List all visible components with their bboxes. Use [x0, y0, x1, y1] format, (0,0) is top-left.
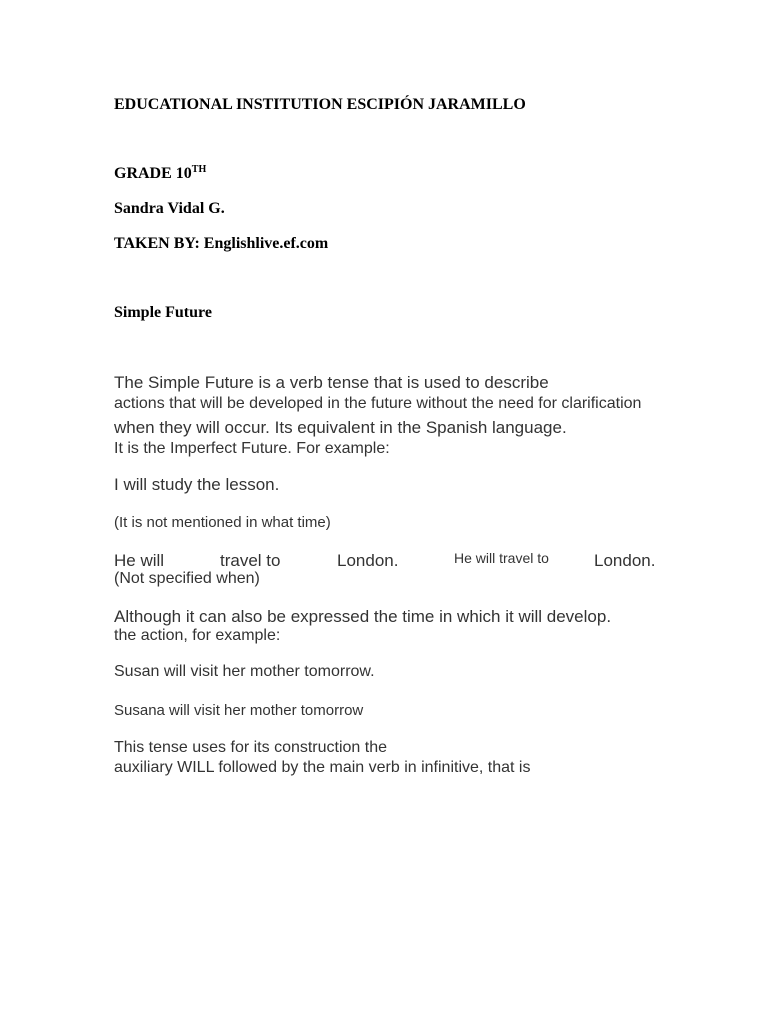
construction-line-1: This tense uses for its construction the	[114, 739, 388, 756]
intro-line-4: It is the Imperfect Future. For example:	[114, 440, 390, 457]
construction-line-2: auxiliary WILL followed by the main verb in infinitive, that is	[114, 759, 531, 776]
grade-line	[114, 166, 206, 182]
example-3-alt: Susana will visit her mother tomorrow	[114, 702, 364, 719]
example-2-small: He will travel to	[454, 550, 549, 566]
example-3: Susan will visit her mother tomorrow.	[114, 663, 375, 680]
intro-line-3: when they will occur. Its equivalent in the Spanish language.	[114, 418, 567, 437]
example-2-word-2: travel to	[220, 551, 281, 570]
example-2-word-1: He will	[114, 551, 165, 570]
source-line: TAKEN BY: Englishlive.ef.com	[114, 235, 329, 252]
time-line-2: the action, for example:	[114, 627, 281, 644]
intro-line-2: actions that will be developed in the future without the need for clarification	[114, 395, 642, 412]
grade-text: GRADE 10	[114, 165, 192, 182]
example-2-word-3: London.	[337, 551, 399, 570]
section-title: Simple Future	[114, 304, 212, 321]
grade-superscript: TH	[191, 164, 207, 175]
intro-line-1: The Simple Future is a verb tense that is used to describe	[114, 373, 549, 392]
institution-title: EDUCATIONAL INSTITUTION ESCIPIÓN JARAMILLO	[114, 96, 526, 113]
author-name: Sandra Vidal G.	[114, 200, 225, 217]
time-line-1: Although it can also be expressed the time in which it will develop.	[114, 607, 612, 626]
example-2-note: (Not specified when)	[114, 570, 260, 587]
example-1: I will study the lesson.	[114, 475, 280, 494]
example-1-note: (It is not mentioned in what time)	[114, 514, 331, 531]
example-2-word-4: London.	[594, 551, 656, 570]
